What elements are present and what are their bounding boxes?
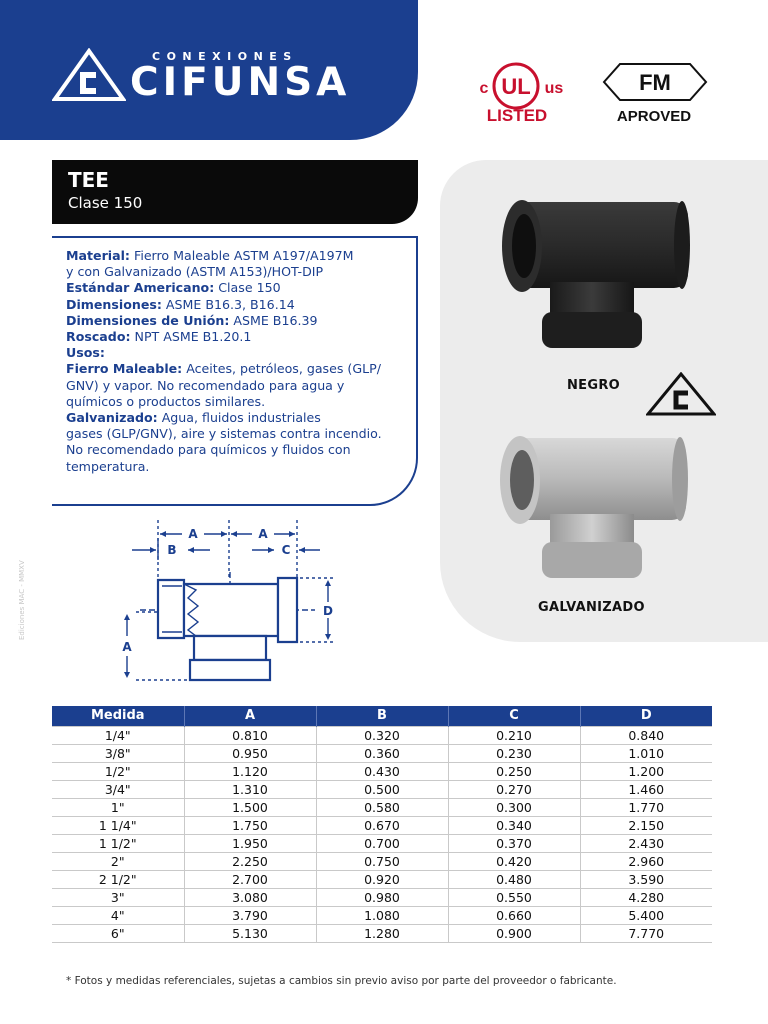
dimension-cell: 3.790 <box>184 906 316 924</box>
material-value-2: y con Galvanizado (ASTM A153)/HOT-DIP <box>66 264 324 280</box>
size-cell: 3" <box>52 888 184 906</box>
dimension-cell: 1.200 <box>580 762 712 780</box>
dimension-cell: 3.590 <box>580 870 712 888</box>
cifunsa-logo-icon <box>52 48 126 102</box>
galv-value-2: gases (GLP/GNV), aire y sistemas contra incendio. <box>66 426 382 442</box>
dimension-cell: 1.120 <box>184 762 316 780</box>
dimension-diagram <box>100 520 360 690</box>
size-cell: 2" <box>52 852 184 870</box>
dimensions-line <box>66 297 408 313</box>
material-line-2 <box>66 264 408 280</box>
table-header: C <box>448 706 580 726</box>
fm-mark: FM <box>639 70 671 95</box>
table-row <box>52 924 712 942</box>
fm-label: APROVED <box>616 108 692 125</box>
dimension-cell: 2.150 <box>580 816 712 834</box>
dimension-cell: 0.370 <box>448 834 580 852</box>
dimension-cell: 2.430 <box>580 834 712 852</box>
fm-approved-logo-icon <box>598 62 712 104</box>
size-cell: 1/2" <box>52 762 184 780</box>
galv-line <box>66 410 408 426</box>
galv-label: Galvanizado: <box>66 410 158 426</box>
dim-label-d: D <box>323 604 333 618</box>
dimension-cell: 1.460 <box>580 780 712 798</box>
malleable-label: Fierro Maleable: <box>66 361 183 377</box>
dim-label-a-left: A <box>188 527 198 541</box>
table-row <box>52 780 712 798</box>
dimension-cell: 0.920 <box>316 870 448 888</box>
union-value: ASME B16.39 <box>229 312 318 328</box>
dimension-cell: 0.750 <box>316 852 448 870</box>
thread-label: Roscado: <box>66 329 131 345</box>
table-row <box>52 870 712 888</box>
dimension-cell: 0.250 <box>448 762 580 780</box>
dimension-cell: 0.500 <box>316 780 448 798</box>
galv-value-4: temperatura. <box>66 458 150 474</box>
table-header: D <box>580 706 712 726</box>
dimension-cell: 0.840 <box>580 726 712 744</box>
galv-value: Agua, fluidos industriales <box>157 410 321 426</box>
dimension-cell: 1.080 <box>316 906 448 924</box>
dimension-cell: 0.480 <box>448 870 580 888</box>
galv-value-3: No recomendado para químicos y fluidos con <box>66 442 351 458</box>
dimension-cell: 7.770 <box>580 924 712 942</box>
galvanized-tee-photo <box>492 428 702 588</box>
cifunsa-mark-icon <box>646 372 716 416</box>
malleable-line <box>66 361 408 377</box>
product-photo-panel <box>440 160 768 642</box>
edition-note: Ediciones MAC - MMXV <box>18 560 26 640</box>
uses-label: Usos: <box>66 345 105 361</box>
dimensions-table <box>52 706 712 943</box>
dimension-cell: 0.320 <box>316 726 448 744</box>
table-row <box>52 726 712 744</box>
dimension-cell: 0.660 <box>448 906 580 924</box>
dimension-cell: 0.300 <box>448 798 580 816</box>
dim-label-a-vertical: A <box>122 640 132 654</box>
dimension-cell: 1.310 <box>184 780 316 798</box>
dimension-cell: 1.950 <box>184 834 316 852</box>
union-label: Dimensiones de Unión: <box>66 312 230 328</box>
dimension-cell: 0.230 <box>448 744 580 762</box>
dimension-cell: 0.550 <box>448 888 580 906</box>
dimensions-value: ASME B16.3, B16.14 <box>161 296 295 312</box>
size-cell: 3/8" <box>52 744 184 762</box>
size-cell: 3/4" <box>52 780 184 798</box>
table-header-row <box>52 706 712 726</box>
dimension-cell: 0.210 <box>448 726 580 744</box>
footnote: * Fotos y medidas referenciales, sujetas a cambios sin previo aviso por parte del proveedor o fabricante. <box>66 975 617 987</box>
thread-line <box>66 329 408 345</box>
dimension-cell: 1.770 <box>580 798 712 816</box>
galvanized-finish-label: GALVANIZADO <box>538 600 645 615</box>
galv-line-3 <box>66 442 408 458</box>
dim-label-c: C <box>281 543 291 557</box>
ul-letters: UL <box>501 74 531 99</box>
dimension-cell: 5.400 <box>580 906 712 924</box>
malleable-value-3: químicos o productos similares. <box>66 393 266 409</box>
galv-line-2 <box>66 426 408 442</box>
table-row <box>52 816 712 834</box>
dimension-cell: 0.980 <box>316 888 448 906</box>
malleable-value-2: GNV) y vapor. No recomendado para agua y <box>66 377 345 393</box>
dimension-cell: 2.960 <box>580 852 712 870</box>
dimension-cell: 3.080 <box>184 888 316 906</box>
standard-value: Clase 150 <box>214 280 281 296</box>
dimension-cell: 0.340 <box>448 816 580 834</box>
brand-name: CIFUNSA <box>130 60 351 105</box>
dimension-cell: 2.250 <box>184 852 316 870</box>
table-row <box>52 888 712 906</box>
standard-line <box>66 280 408 296</box>
size-cell: 4" <box>52 906 184 924</box>
table-row <box>52 744 712 762</box>
brand-tagline: CONEXIONES <box>152 50 298 63</box>
table-header: A <box>184 706 316 726</box>
uses-line <box>66 345 408 361</box>
size-cell: 1" <box>52 798 184 816</box>
size-cell: 6" <box>52 924 184 942</box>
size-cell: 1/4" <box>52 726 184 744</box>
material-label: Material: <box>66 248 130 263</box>
material-value: Fierro Maleable ASTM A197/A197M <box>129 248 354 263</box>
ul-c-letter: c <box>479 80 489 97</box>
dim-label-b: B <box>167 543 177 557</box>
table-header: B <box>316 706 448 726</box>
black-tee-photo <box>492 194 702 364</box>
union-line <box>66 313 408 329</box>
table-row <box>52 762 712 780</box>
table-row <box>52 852 712 870</box>
ul-listed-text: LISTED <box>486 106 548 125</box>
size-cell: 1 1/2" <box>52 834 184 852</box>
dimension-cell: 0.700 <box>316 834 448 852</box>
malleable-value: Aceites, petróleos, gases (GLP/ <box>182 361 381 377</box>
thread-value: NPT ASME B1.20.1 <box>130 329 252 345</box>
dimension-cell: 0.900 <box>448 924 580 942</box>
size-cell: 1 1/4" <box>52 816 184 834</box>
dimension-cell: 1.280 <box>316 924 448 942</box>
dim-label-a-right: A <box>258 527 268 541</box>
black-finish-label: NEGRO <box>567 378 620 393</box>
table-row <box>52 906 712 924</box>
dimension-cell: 0.670 <box>316 816 448 834</box>
product-title: TEE <box>68 168 109 192</box>
dimension-cell: 1.500 <box>184 798 316 816</box>
malleable-line-2 <box>66 378 408 394</box>
size-cell: 2 1/2" <box>52 870 184 888</box>
table-header: Medida <box>52 706 184 726</box>
dimension-cell: 0.430 <box>316 762 448 780</box>
galv-line-4 <box>66 459 408 475</box>
table-row <box>52 834 712 852</box>
material-line <box>66 248 408 264</box>
dimension-cell: 2.700 <box>184 870 316 888</box>
malleable-line-3 <box>66 394 408 410</box>
dimension-cell: 0.950 <box>184 744 316 762</box>
dimension-cell: 0.420 <box>448 852 580 870</box>
standard-label: Estándar Americano: <box>66 280 215 296</box>
dimension-cell: 0.360 <box>316 744 448 762</box>
header-banner <box>0 0 418 140</box>
product-subtitle: Clase 150 <box>68 194 143 212</box>
dimension-cell: 5.130 <box>184 924 316 942</box>
table-row <box>52 798 712 816</box>
dimension-cell: 4.280 <box>580 888 712 906</box>
dimension-cell: 0.580 <box>316 798 448 816</box>
dimension-cell: 0.810 <box>184 726 316 744</box>
dimension-cell: 1.010 <box>580 744 712 762</box>
dimensions-label: Dimensiones: <box>66 296 162 312</box>
dimension-cell: 1.750 <box>184 816 316 834</box>
ul-us-letters: us <box>544 80 564 97</box>
product-title-bar <box>52 160 418 224</box>
description-box <box>52 236 418 506</box>
dimension-cell: 0.270 <box>448 780 580 798</box>
